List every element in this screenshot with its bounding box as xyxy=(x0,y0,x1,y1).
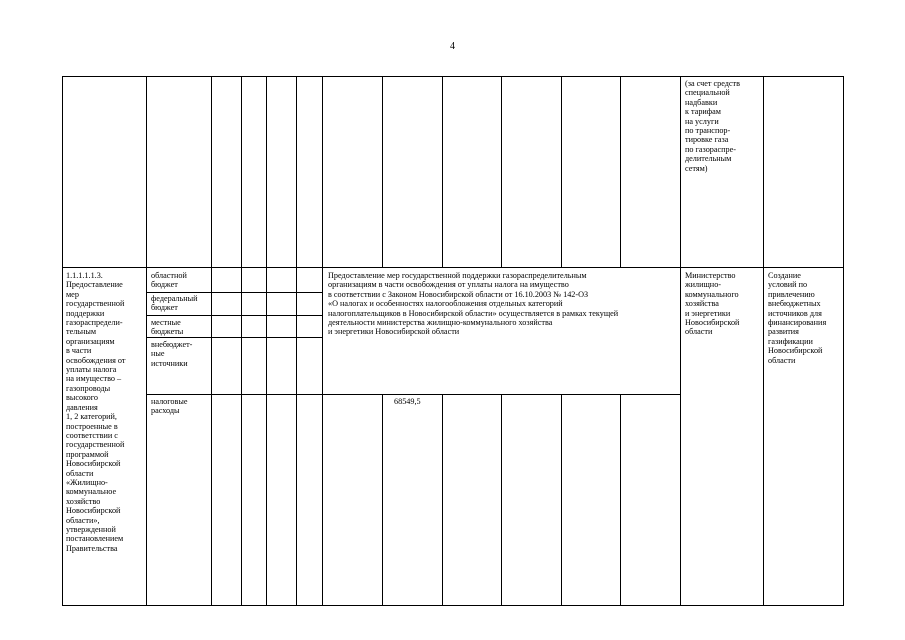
col-divider xyxy=(382,394,383,606)
col-divider xyxy=(561,76,562,267)
col-divider xyxy=(211,76,212,606)
executor: Министерство жилищно- коммунального хозяйства и энергетики Новосибирской области xyxy=(685,271,740,337)
col-divider xyxy=(501,394,502,606)
funding-note: (за счет средств специальной надбавки к тарифам на услуги по транспор- тировке газа по газораспре- делительным сетям) xyxy=(685,79,740,173)
col-divider xyxy=(442,76,443,267)
row-divider xyxy=(62,267,844,268)
table-left-border xyxy=(62,76,63,606)
measure-title: 1.1.1.1.1.3. Предоставление мер государственной поддержки газораспредели- тельным организациям в части освобождения от уплаты налога на имущество – газопроводы высокого давления 1, 2 категорий, построенные в соответствии с государственной программой Новосибирской области «Жилищно- коммунальное хозяйство Новосибирской области», утвержденной постановлением Правительства xyxy=(66,271,126,553)
col-divider xyxy=(241,76,242,606)
tax-expenditure-value: 68549,5 xyxy=(394,397,421,406)
col-divider xyxy=(620,394,621,606)
col-divider xyxy=(382,76,383,267)
source-regional-budget: областной бюджет xyxy=(151,271,187,290)
col-divider xyxy=(561,394,562,606)
source-extrabudgetary: внебюджет- ные источники xyxy=(151,340,193,368)
table-bottom-border xyxy=(62,605,844,606)
table-right-border xyxy=(843,76,844,606)
merged-description: Предоставление мер государственной поддержки газораспределительным организациям в части освобождения от уплаты налога на имущество в соответствии с Законом Новосибирской области от 16.10.2003 № 142-ОЗ «О налогах и особенностях налогообложения отдельных категорий налогоплательщиков в Новосибирской области» осуществляется в рамках текущей деятельности министерства жилищно-коммунального хозяйства и энергетики Новосибирской области xyxy=(328,271,619,337)
page-number: 4 xyxy=(450,41,455,52)
col-divider xyxy=(296,76,297,606)
col-divider xyxy=(620,76,621,267)
source-local-budgets: местные бюджеты xyxy=(151,318,184,337)
col-divider xyxy=(266,76,267,606)
source-federal-budget: федеральный бюджет xyxy=(151,294,198,313)
col-divider xyxy=(763,76,764,606)
row-divider-tax xyxy=(146,394,680,395)
col-divider xyxy=(146,76,147,606)
col-divider xyxy=(322,76,323,606)
source-tax-expenditures: налоговые расходы xyxy=(151,397,188,416)
col-divider xyxy=(680,76,681,606)
table-top-border xyxy=(62,76,844,77)
expected-result: Создание условий по привлечению внебюджетных источников для финансирования развития газификации Новосибирской области xyxy=(768,271,827,365)
col-divider xyxy=(442,394,443,606)
col-divider xyxy=(501,76,502,267)
